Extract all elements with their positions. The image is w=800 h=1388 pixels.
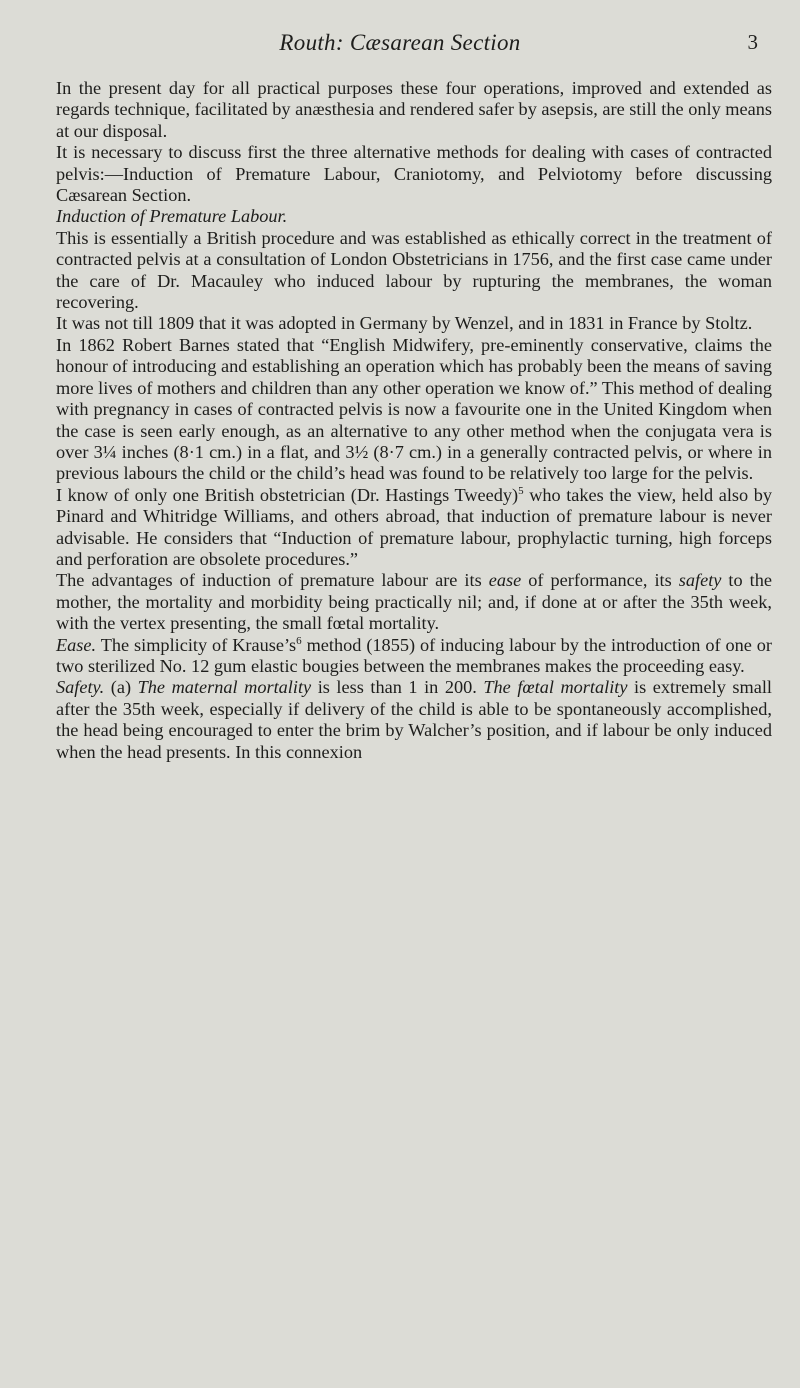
p7-text-a: The advantages of induction of premature labour are its xyxy=(56,570,489,591)
p7-safety: safety xyxy=(678,570,722,591)
body-text xyxy=(56,78,772,763)
paragraph-4: It was not till 1809 that it was adopted in Germany by Wenzel, and in 1831 in France by Stoltz. xyxy=(56,313,753,334)
paragraph-7 xyxy=(56,570,772,634)
paragraph-5: In 1862 Robert Barnes stated that “English Midwifery, pre-eminently conservative, claims the honour of introducing and establishing an operation which has probably been the means of saving more lives of mothers and children than any other operation we know of.” This method of dealing with pregnancy in cases of contracted pelvis is now a favourite one in the United Kingdom when the case is seen early enough, as an alternative to any other method when the conjugata vera is over 3¼ inches (8·1 cm.) in a flat, and 3½ (8·7 cm.) in a generally contracted pelvis, or where in previous labours the child or the child’s head was found to be relatively too large for the pelvis. xyxy=(56,334,772,484)
page-number: 3 xyxy=(747,30,758,54)
paragraph-6 xyxy=(56,485,772,571)
p7-text-b: of performance, its xyxy=(521,570,679,591)
paragraph-3: This is essentially a British procedure and was established as ethically correct in the treatment of contracted pelvis at a consultation of London Obstetricians in 1756, and the first case came under the care of Dr. Macauley who induced labour by rupturing the membranes, the woman recovering. xyxy=(56,227,772,313)
p6-text-b: who takes the view, held also by Pinard and Whitridge Williams, and others abroad, that induction of premature labour is never advisable. He considers that “Induction of premature labour, prophylactic turning, high forceps and perforation are obsolete procedures.” xyxy=(56,484,772,569)
paragraph-2: It is necessary to discuss first the three alternative methods for dealing with cases of contracted pelvis:—Induction of Premature Labour, Craniotomy, and Pelviotomy before discussing Cæsarean Section. xyxy=(56,142,772,206)
p9-text-a: (a) xyxy=(104,677,138,698)
p7-ease: ease xyxy=(488,570,522,591)
p6-text-a: I know of only one British obstetrician (Dr. Hastings Tweedy) xyxy=(56,484,519,505)
paragraph-8 xyxy=(56,635,772,678)
p8-text-a: The simplicity of Krause’s xyxy=(96,634,297,655)
p9-foetal: The fœtal mortality xyxy=(483,677,628,698)
p9-label: Safety. xyxy=(56,677,105,698)
section-heading: Induction of Premature Labour. xyxy=(56,206,288,227)
p9-text-b: is less than 1 in 200. xyxy=(311,677,484,698)
footnote-ref-6: 6 xyxy=(296,634,302,647)
page-header xyxy=(0,30,800,64)
paragraph-1: In the present day for all practical purposes these four operations, improved and extended as regards technique, facilitated by anæsthesia and rendered safer by asepsis, are still the only means at our disposal. xyxy=(56,78,772,141)
p9-text-c: is extremely small after the 35th week, especially if delivery of the child is able to be spontaneously accomplished, the head being encouraged to enter the brim by Walcher’s position, and if labour be only induced when the head presents. In this connexion xyxy=(56,677,772,762)
running-title: Routh: Cæsarean Section xyxy=(279,30,521,55)
p8-label: Ease. xyxy=(56,634,97,655)
p7-text-c: to the mother, the mortality and morbidity being practically nil; and, if done at or after the 35th week, with the vertex presenting, the small fœtal mortality. xyxy=(56,570,773,634)
p8-text-b: method (1855) of inducing labour by the introduction of one or two sterilized No. 12 gum elastic bougies between the membranes makes the proceeding easy. xyxy=(56,634,772,676)
paragraph-9 xyxy=(56,677,772,763)
footnote-ref-5: 5 xyxy=(518,484,524,497)
p9-maternal: The maternal mortality xyxy=(137,677,312,698)
